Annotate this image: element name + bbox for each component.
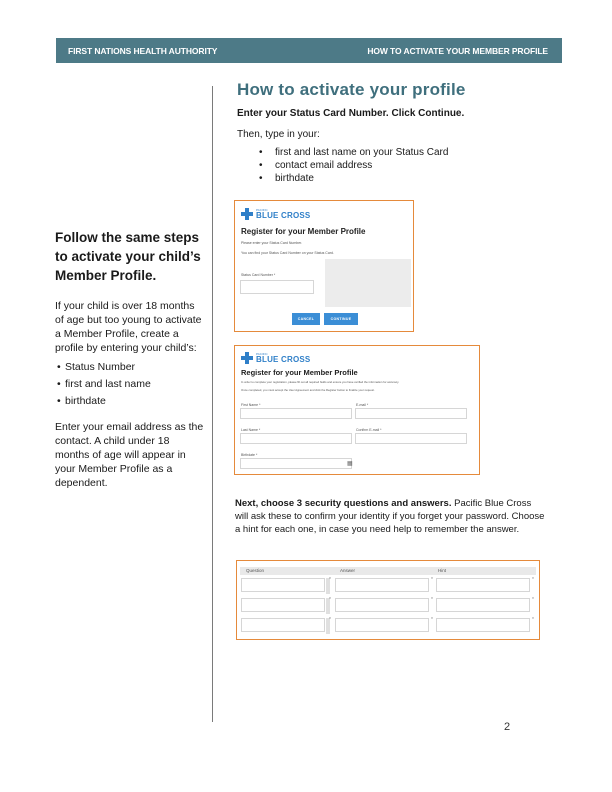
page-title: How to activate your profile — [237, 80, 466, 99]
instruction-line: In order to complete your registration, please fill out all required fields and ensure you have verified the information for accuracy. — [241, 380, 400, 384]
blue-cross-icon — [241, 352, 253, 364]
pbc-logo — [241, 352, 310, 364]
security-bold: Next, choose 3 security questions and answers. — [235, 498, 452, 509]
continue-button[interactable]: CONTINUE — [324, 313, 358, 325]
security-text: Pacific Blue Cross will ask these to confirm your identity if you forget your password. Choose a hint for each one, in case you need help to remember the answer. — [235, 498, 545, 535]
instruction-then: Then, type in your: — [237, 129, 320, 140]
table-header — [240, 567, 536, 575]
hint-header: Hint — [438, 568, 447, 573]
profile-fields-list — [259, 146, 557, 185]
first-name-label: First Name * — [241, 403, 261, 407]
instruction-line: You can find your Status Card Number on your Status Card. — [241, 251, 334, 255]
required-marker: * — [329, 597, 331, 603]
question-select-1[interactable] — [241, 578, 325, 592]
register-title: Register for your Member Profile — [241, 227, 366, 236]
list-item: • birthdate — [259, 172, 557, 185]
required-marker: * — [532, 617, 534, 623]
question-select-2[interactable] — [241, 598, 325, 612]
page-number: 2 — [504, 721, 511, 733]
birthdate-label: Birthdate * — [241, 453, 258, 457]
list-item: • birthdate — [55, 393, 205, 410]
birthdate-input[interactable] — [240, 458, 352, 469]
security-questions-screenshot — [236, 560, 540, 640]
header-org: FIRST NATIONS HEALTH AUTHORITY — [68, 45, 218, 56]
required-marker: * — [431, 617, 433, 623]
question-header: Question — [246, 568, 265, 573]
brand-small-text: PACIFIC — [256, 351, 268, 356]
list-item: • first and last name — [55, 376, 205, 393]
hint-input-3[interactable] — [436, 618, 530, 632]
email-label: E-mail * — [356, 403, 369, 407]
hint-input-2[interactable] — [436, 598, 530, 612]
list-item: • Status Number — [55, 359, 205, 376]
registration-form-screenshot — [234, 345, 480, 475]
left-heading: Follow the same steps to activate your child’s Member Profile. — [55, 230, 201, 283]
required-marker: * — [431, 597, 433, 603]
answer-header: Answer — [340, 568, 356, 573]
left-column — [55, 228, 205, 490]
brand-name-text: BLUE CROSS — [256, 210, 311, 220]
status-card-screenshot — [234, 200, 414, 332]
instruction-line: Please enter your Status Card Number. — [241, 241, 303, 245]
security-instructions — [235, 497, 545, 536]
required-marker: * — [329, 577, 331, 583]
first-name-input[interactable] — [240, 408, 352, 419]
status-number-label: Status Card Number * — [241, 273, 276, 277]
header-bar — [56, 38, 562, 63]
answer-input-3[interactable] — [335, 618, 429, 632]
calendar-icon[interactable]: ▦ — [347, 461, 353, 467]
list-item: • contact email address — [259, 159, 557, 172]
status-number-input[interactable] — [240, 280, 314, 294]
blue-cross-icon — [241, 208, 253, 220]
required-marker: * — [431, 577, 433, 583]
left-paragraph-contact: Enter your email address as the contact. A child under 18 months of age will appear in your Member Profile as a dependent. — [55, 421, 204, 489]
right-column — [237, 80, 557, 185]
cancel-button[interactable]: CANCEL — [292, 313, 320, 325]
pbc-logo — [241, 208, 310, 220]
email-input[interactable] — [355, 408, 467, 419]
answer-input-2[interactable] — [335, 598, 429, 612]
confirm-email-input[interactable] — [355, 433, 467, 444]
column-divider — [212, 86, 213, 722]
left-paragraph-child: If your child is over 18 months of age but too young to activate a Member Profile, create a profile by entering your child’s: — [55, 300, 202, 354]
last-name-input[interactable] — [240, 433, 352, 444]
required-marker: * — [329, 617, 331, 623]
last-name-label: Last Name * — [241, 428, 261, 432]
list-item: • first and last name on your Status Card — [259, 146, 557, 159]
hint-input-1[interactable] — [436, 578, 530, 592]
register-title: Register for your Member Profile — [241, 368, 358, 377]
brand-name-text: BLUE CROSS — [256, 354, 311, 364]
header-doc-title: HOW TO ACTIVATE YOUR MEMBER PROFILE — [367, 45, 548, 56]
status-card-image — [325, 259, 411, 307]
child-fields-list — [55, 359, 205, 410]
confirm-email-label: Confirm E-mail * — [356, 428, 382, 432]
required-marker: * — [532, 597, 534, 603]
instruction-bold: Enter your Status Card Number. Click Continue. — [237, 108, 465, 119]
answer-input-1[interactable] — [335, 578, 429, 592]
brand-small-text: PACIFIC — [256, 207, 268, 212]
question-select-3[interactable] — [241, 618, 325, 632]
required-marker: * — [532, 577, 534, 583]
instruction-line: Once completed, you must accept the User Agreement and click the Register button to finalize your request. — [241, 388, 375, 392]
